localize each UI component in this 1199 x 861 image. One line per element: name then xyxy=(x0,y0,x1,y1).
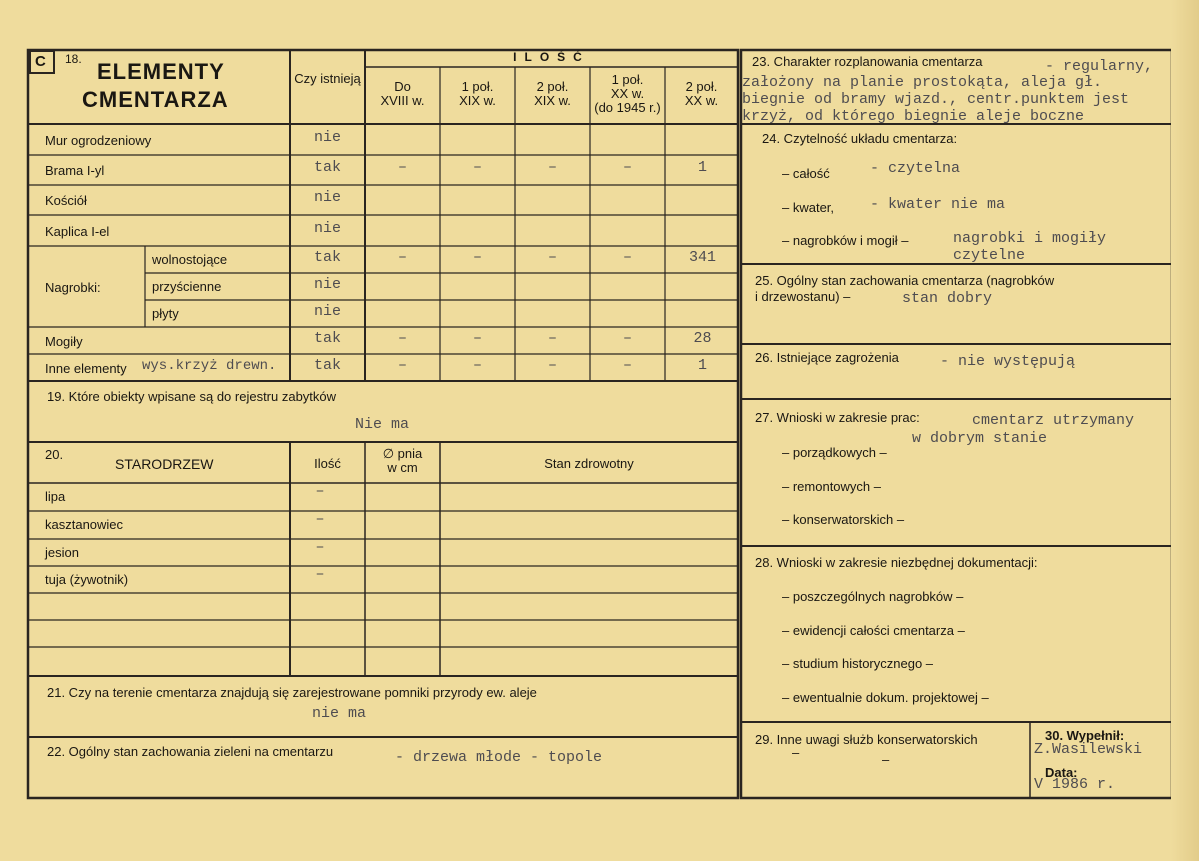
element-count-value: – xyxy=(397,248,407,266)
legibility-quarters-answer: - kwater nie ma xyxy=(870,196,1006,213)
section-22-answer: - drzewa młode - topole xyxy=(395,749,603,766)
works-renovation-label: – remontowych – xyxy=(782,479,881,494)
section-30-label: 30. Wypełnił: xyxy=(1045,728,1125,743)
nagrobki-subtype-label: płyty xyxy=(152,305,179,321)
tree-species-label: lipa xyxy=(45,489,66,504)
section-19-answer: Nie ma xyxy=(355,416,410,433)
element-count-value: – xyxy=(472,329,482,347)
tree-count-value: – xyxy=(315,565,325,583)
element-exists-value: tak xyxy=(313,329,341,347)
docs-history-label: – studium historycznego – xyxy=(782,656,934,671)
section-18-title-line2: CMENTARZA xyxy=(82,87,229,112)
docs-graves-label: – poszczególnych nagrobków – xyxy=(782,589,964,604)
element-exists-value: nie xyxy=(313,128,341,146)
section-29-dash-2: – xyxy=(882,752,890,767)
section-c-marker: C xyxy=(35,53,46,70)
section-27-answer-line1: cmentarz utrzymany xyxy=(972,412,1135,429)
section-29-label: 29. Inne uwagi służb konserwatorskich xyxy=(755,732,978,747)
section-25-answer: stan dobry xyxy=(902,290,993,307)
tree-species-label: tuja (żywotnik) xyxy=(45,571,129,587)
section-20-title: STARODRZEW xyxy=(115,456,214,472)
legibility-whole-answer: - czytelna xyxy=(870,160,961,177)
date-value: V 1986 r. xyxy=(1034,776,1116,793)
trees-col-count: Ilość xyxy=(314,456,341,471)
section-27-answer-line2: w dobrym stanie xyxy=(912,430,1048,447)
filled-by-name: Z.Wasilewski xyxy=(1034,741,1143,758)
legibility-graves-label: – nagrobków i mogił – xyxy=(782,233,909,248)
trees-col-diameter: ∅ pnia w cm xyxy=(382,446,423,475)
element-count-value: – xyxy=(622,356,632,374)
nagrobki-group-label: Nagrobki: xyxy=(45,280,101,295)
element-row-label: Mogiły xyxy=(45,333,83,349)
tree-species-label: jesion xyxy=(45,544,79,560)
section-23-answer-line4: krzyż, od którego biegnie aleje boczne xyxy=(742,108,1085,125)
element-exists-value: tak xyxy=(313,356,341,374)
section-25-label: 25. Ogólny stan zachowania cmentarza (nagrobków i drzewostanu) – xyxy=(755,273,1055,304)
element-count-value: – xyxy=(472,248,482,266)
period-col-header: 1 poł. XIX w. xyxy=(459,79,496,108)
element-count-value: – xyxy=(397,159,407,176)
element-row-label: Kaplica I-el xyxy=(45,223,110,239)
section-22-label: 22. Ogólny stan zachowania zieleni na cmentarzu xyxy=(47,744,334,759)
tree-count-value: – xyxy=(315,538,325,556)
element-row-label: Brama I-yl xyxy=(45,163,105,178)
section-29-dash-1: – xyxy=(792,745,800,760)
element-count-value: – xyxy=(622,248,632,266)
legibility-whole-label: – całość xyxy=(782,166,830,181)
section-23-answer-line2: założony na planie prostokąta, aleja gł. xyxy=(742,74,1103,91)
element-row-label: Inne elementy xyxy=(45,360,127,376)
element-exists-value: nie xyxy=(313,275,341,293)
date-label: Data: xyxy=(1045,765,1078,780)
element-count-value: – xyxy=(547,356,557,374)
section-18-title-line1: ELEMENTY xyxy=(97,59,225,84)
docs-register-label: – ewidencji całości cmentarza – xyxy=(782,623,965,638)
element-count-value: – xyxy=(547,248,557,266)
element-row-label: Mur ogrodzeniowy xyxy=(45,132,152,148)
legibility-graves-answer-line1: nagrobki i mogiły xyxy=(953,230,1107,247)
element-row-label: Kościół xyxy=(45,193,87,208)
legibility-quarters-label: – kwater, xyxy=(782,200,835,215)
section-23-answer-line3: biegnie od bramy wjazd., centr.punktem jest xyxy=(742,91,1130,108)
section-27-label: 27. Wnioski w zakresie prac: xyxy=(755,410,920,425)
element-exists-value: tak xyxy=(313,159,341,176)
section-18-number: 18. xyxy=(65,52,82,66)
element-count-value: – xyxy=(397,329,407,347)
period-col-header: Do XVIII w. xyxy=(380,79,425,108)
section-26-answer: - nie występują xyxy=(940,353,1076,370)
tree-count-value: – xyxy=(315,483,325,500)
trees-col-health: Stan zdrowotny xyxy=(544,456,634,471)
element-count-value: – xyxy=(547,329,557,347)
element-count-value: – xyxy=(472,356,482,374)
period-col-header: 2 poł. XIX w. xyxy=(534,79,571,108)
section-23-answer-line1: - regularny, xyxy=(1045,58,1154,75)
element-exists-value: nie xyxy=(313,302,341,320)
section-28-label: 28. Wnioski w zakresie niezbędnej dokumentacji: xyxy=(755,555,1038,570)
works-cleanup-label: – porządkowych – xyxy=(782,445,887,460)
element-count-value: – xyxy=(547,159,557,176)
element-count-value: 341 xyxy=(688,248,716,266)
works-conservation-label: – konserwatorskich – xyxy=(782,512,905,527)
tree-count-value: – xyxy=(315,511,325,528)
section-21-answer: nie ma xyxy=(312,705,367,722)
tree-species-label: kasztanowiec xyxy=(45,517,124,532)
section-19-label: 19. Które obiekty wpisane są do rejestru zabytków xyxy=(47,389,337,404)
column-header-czy-istnieja: Czy istnieją xyxy=(294,71,361,86)
section-20-number: 20. xyxy=(45,447,64,462)
element-count-value: – xyxy=(622,159,632,176)
legibility-graves-answer-line2: czytelne xyxy=(953,247,1026,264)
element-count-value: – xyxy=(397,356,407,374)
docs-project-label: – ewentualnie dokum. projektowej – xyxy=(782,690,989,705)
section-21-label: 21. Czy na terenie cmentarza znajdują się zarejestrowane pomniki przyrody ew. aleje xyxy=(47,685,537,700)
period-col-header: 1 poł. XX w. (do 1945 r.) xyxy=(594,72,661,115)
section-23-label: 23. Charakter rozplanowania cmentarza xyxy=(752,54,983,69)
element-count-value: 1 xyxy=(697,356,707,374)
ilosc-header: ILOŚĆ xyxy=(513,50,590,64)
element-exists-value: nie xyxy=(313,219,341,237)
element-exists-value: nie xyxy=(313,189,341,206)
other-element-note: wys.krzyż drewn. xyxy=(142,357,277,374)
element-count-value: 28 xyxy=(693,329,712,347)
element-count-value: 1 xyxy=(697,159,707,176)
section-26-label: 26. Istniejące zagrożenia xyxy=(755,350,899,365)
element-count-value: – xyxy=(472,159,482,176)
period-col-header: 2 poł. XX w. xyxy=(684,79,719,108)
element-count-value: – xyxy=(622,329,632,347)
element-exists-value: tak xyxy=(313,248,341,266)
section-24-label: 24. Czytelność układu cmentarza: xyxy=(762,131,958,146)
nagrobki-subtype-label: wolnostojące xyxy=(152,251,228,267)
nagrobki-subtype-label: przyścienne xyxy=(152,278,222,294)
